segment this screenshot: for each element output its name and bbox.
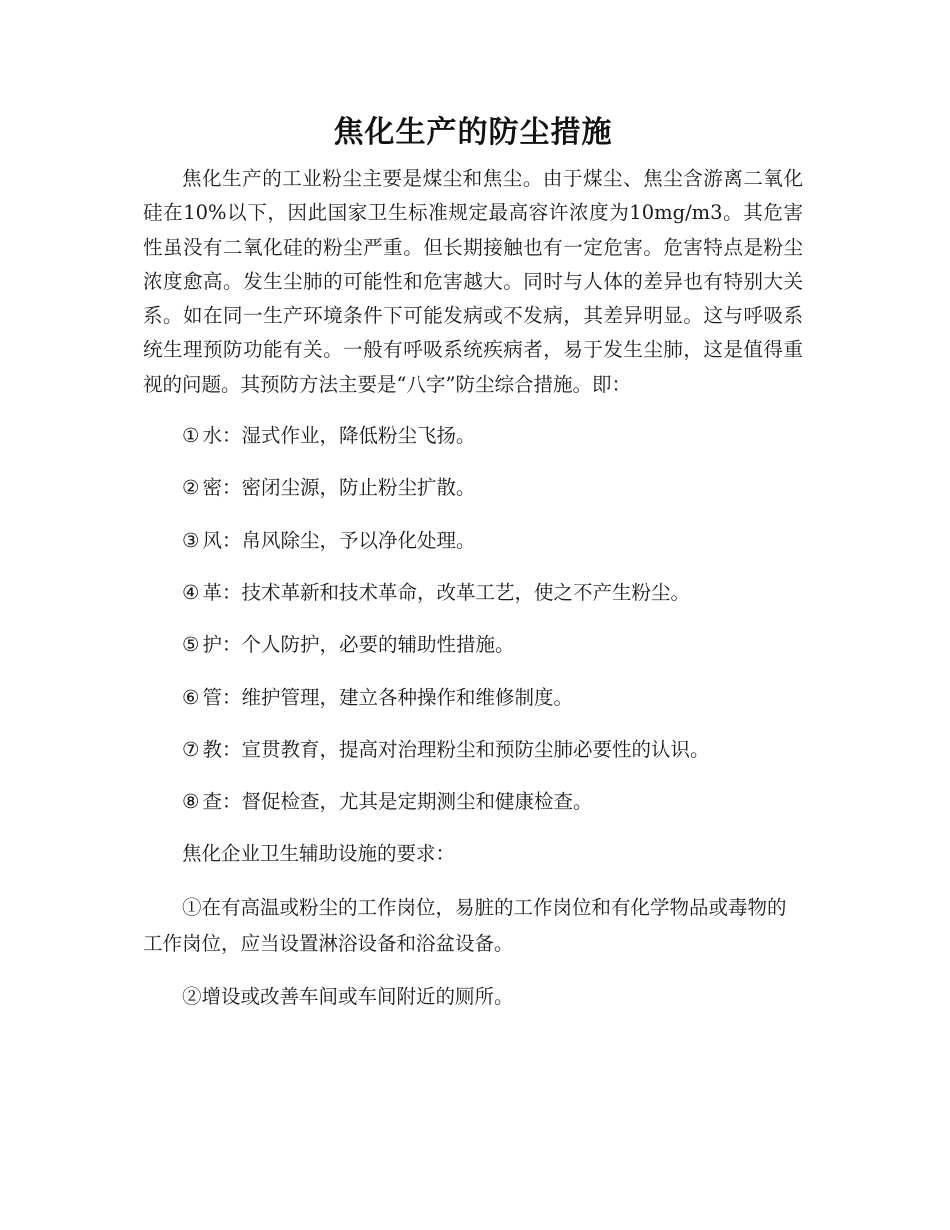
item-marker: ① (182, 424, 200, 448)
item-marker: ⑤ (182, 633, 200, 657)
item-text: 风：帛风除尘，予以净化处理。 (202, 528, 476, 552)
measure-item-2 (143, 471, 803, 505)
item-marker: ④ (182, 580, 200, 604)
document-title: 焦化生产的防尘措施 (333, 115, 613, 150)
item-text: 在有高温或粉尘的工作岗位，易脏的工作岗位和有化学物品或毒物的工作岗位，应当设置淋浴设备和浴盆设备。 (143, 895, 787, 955)
item-text: 增设或改善车间或车间附近的厕所。 (201, 984, 514, 1008)
item-marker: ② (182, 476, 200, 500)
measure-item-1 (143, 419, 803, 453)
item-text: 水：湿式作业，降低粉尘飞扬。 (202, 424, 476, 448)
item-marker: ⑥ (182, 685, 200, 709)
item-text: 护：个人防护，必要的辅助性措施。 (202, 633, 515, 657)
item-text: 教：宣贯教育，提高对治理粉尘和预防尘肺必要性的认识。 (202, 737, 710, 761)
item-text: 查：督促检查，尤其是定期测尘和健康检查。 (202, 790, 593, 814)
item-marker: ② (182, 984, 202, 1008)
measure-item-8 (143, 785, 803, 819)
item-marker: ③ (182, 528, 200, 552)
item-marker: ① (182, 895, 202, 919)
item-text: 革：技术革新和技术革命，改革工艺，使之不产生粉尘。 (202, 580, 690, 604)
facility-item-1 (143, 890, 803, 962)
item-text: 管：维护管理，建立各种操作和维修制度。 (202, 685, 573, 709)
measure-item-5 (143, 628, 803, 662)
dust-measures-list (143, 419, 803, 819)
document-page (143, 110, 803, 1032)
measure-item-3 (143, 524, 803, 558)
item-marker: ⑦ (182, 737, 200, 761)
item-text: 密：密闭尘源，防止粉尘扩散。 (202, 476, 476, 500)
measure-item-4 (143, 576, 803, 610)
item-marker: ⑧ (182, 790, 200, 814)
facilities-heading: 焦化企业卫生辅助设施的要求： (182, 842, 456, 866)
intro-paragraph: 焦化生产的工业粉尘主要是煤尘和焦尘。由于煤尘、焦尘含游离二氧化硅在10%以下，因此国家卫生标准规定最高容许浓度为10mg/m3。其危害性虽没有二氧化硅的粉尘严重。但长期接触也有一定危害。危害特点是粉尘浓度愈高。发生尘肺的可能性和危害越大。同时与人体的差异也有特别大关系。如在同一生产环境条件下可能发病或不发病，其差异明显。这与呼吸系统生理预防功能有关。一般有呼吸系统疾病者，易于发生尘肺，这是值得重视的问题。其预防方法主要是“八字”防尘综合措施。即： (143, 167, 803, 396)
measure-item-6 (143, 681, 803, 715)
facility-item-2 (143, 979, 803, 1015)
measure-item-7 (143, 733, 803, 767)
